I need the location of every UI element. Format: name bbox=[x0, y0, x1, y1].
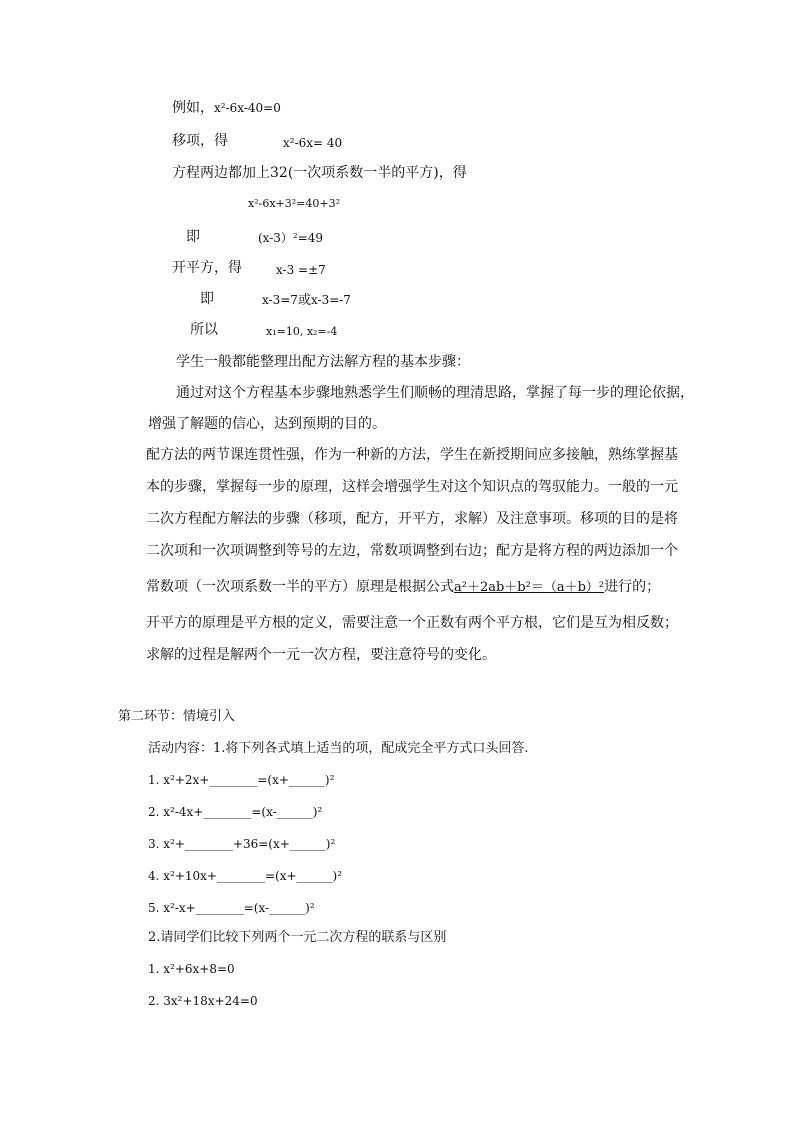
summary-p3-line5-pre: 常数项（一次项系数一半的平方）原理是根据公式 bbox=[146, 579, 454, 595]
summary-p3-line4: 二次项和一次项调整到等号的左边，常数项调整到右边；配方是将方程的两边添加一个 bbox=[146, 543, 678, 559]
summary-p2-line1: 通过对这个方程基本步骤地熟悉学生们顺畅的理清思路，掌握了每一步的理论依据， bbox=[176, 385, 694, 401]
summary-p3-line5 bbox=[146, 580, 660, 594]
summary-p3-line7: 求解的过程是解两个一元一次方程，要注意符号的变化。 bbox=[146, 647, 496, 663]
step-label-ie-2: 即 bbox=[200, 291, 214, 307]
equation-roots: x₁=10, x₂=-4 bbox=[266, 325, 338, 338]
perfect-square-formula: a²＋2ab＋b²＝（a＋b）² bbox=[454, 580, 605, 595]
equation-split-a: x-3=7 bbox=[262, 293, 298, 307]
exercise-item: 1. x²+2x+________=(x+______)² bbox=[148, 773, 335, 787]
summary-p3-line6: 开平方的原理是平方根的定义，需要注意一个正数有两个平方根，它们是互为相反数； bbox=[146, 615, 678, 631]
exercise-item: 3. x²+________+36=(x+______)² bbox=[148, 837, 336, 851]
equation-split-b: x-3=-7 bbox=[310, 293, 351, 307]
summary-p3-line2: 本的步骤，掌握每一步的原理，这样会增强学生对这个知识点的驾驭能力。一般的一元 bbox=[146, 479, 678, 495]
step-label-so: 所以 bbox=[190, 322, 218, 338]
exercise-item: 5. x²-x+________=(x-______)² bbox=[148, 901, 315, 915]
step-label-move: 移项，得 bbox=[172, 133, 228, 149]
example-line-3: 方程两边都加上32(一次项系数一半的平方)，得 bbox=[172, 165, 467, 181]
or-word: 或 bbox=[297, 293, 311, 308]
summary-p3-line3: 二次方程配方解法的步骤（移项，配方，开平方，求解）及注意事项。移项的目的是将 bbox=[146, 511, 678, 527]
equation-sqrt: x-3 =±7 bbox=[276, 263, 326, 277]
equation-completed: x²-6x+3²=40+3² bbox=[248, 197, 340, 210]
comparison-question: 2.请同学们比较下列两个一元二次方程的联系与区别 bbox=[148, 930, 447, 945]
example-line-2 bbox=[172, 134, 228, 148]
summary-p2-line2: 增强了解题的信心，达到预期的目的。 bbox=[148, 416, 386, 432]
step-label-ie-1: 即 bbox=[186, 229, 200, 245]
equation-square: (x-3）²=49 bbox=[258, 231, 324, 245]
summary-p1: 学生一般都能整理出配方法解方程的基本步骤： bbox=[176, 354, 470, 370]
summary-p3-line5-post: 进行的； bbox=[604, 579, 661, 595]
comparison-equation-1: 1. x²+6x+8=0 bbox=[148, 962, 235, 976]
example-line-1 bbox=[172, 101, 281, 115]
activity-content: 活动内容：1.将下列各式填上适当的项，配成完全平方式口头回答. bbox=[148, 741, 529, 756]
equation-moved: x²-6x= 40 bbox=[283, 136, 343, 150]
summary-p3-line1: 配方法的两节课连贯性强，作为一种新的方法，学生在新授期间应多接触，熟练掌握基 bbox=[146, 447, 678, 463]
section-heading: 第二环节：情境引入 bbox=[118, 709, 236, 724]
exercise-item: 2. x²-4x+________=(x-______)² bbox=[148, 805, 323, 819]
exercise-item: 4. x²+10x+________=(x+______)² bbox=[148, 869, 343, 883]
comparison-equation-2: 2. 3x²+18x+24=0 bbox=[148, 994, 258, 1008]
step-label-sqrt: 开平方，得 bbox=[172, 260, 242, 276]
equation-split bbox=[262, 294, 351, 307]
example-equation: x²-6x-40=0 bbox=[214, 101, 281, 115]
example-label: 例如， bbox=[172, 100, 214, 116]
